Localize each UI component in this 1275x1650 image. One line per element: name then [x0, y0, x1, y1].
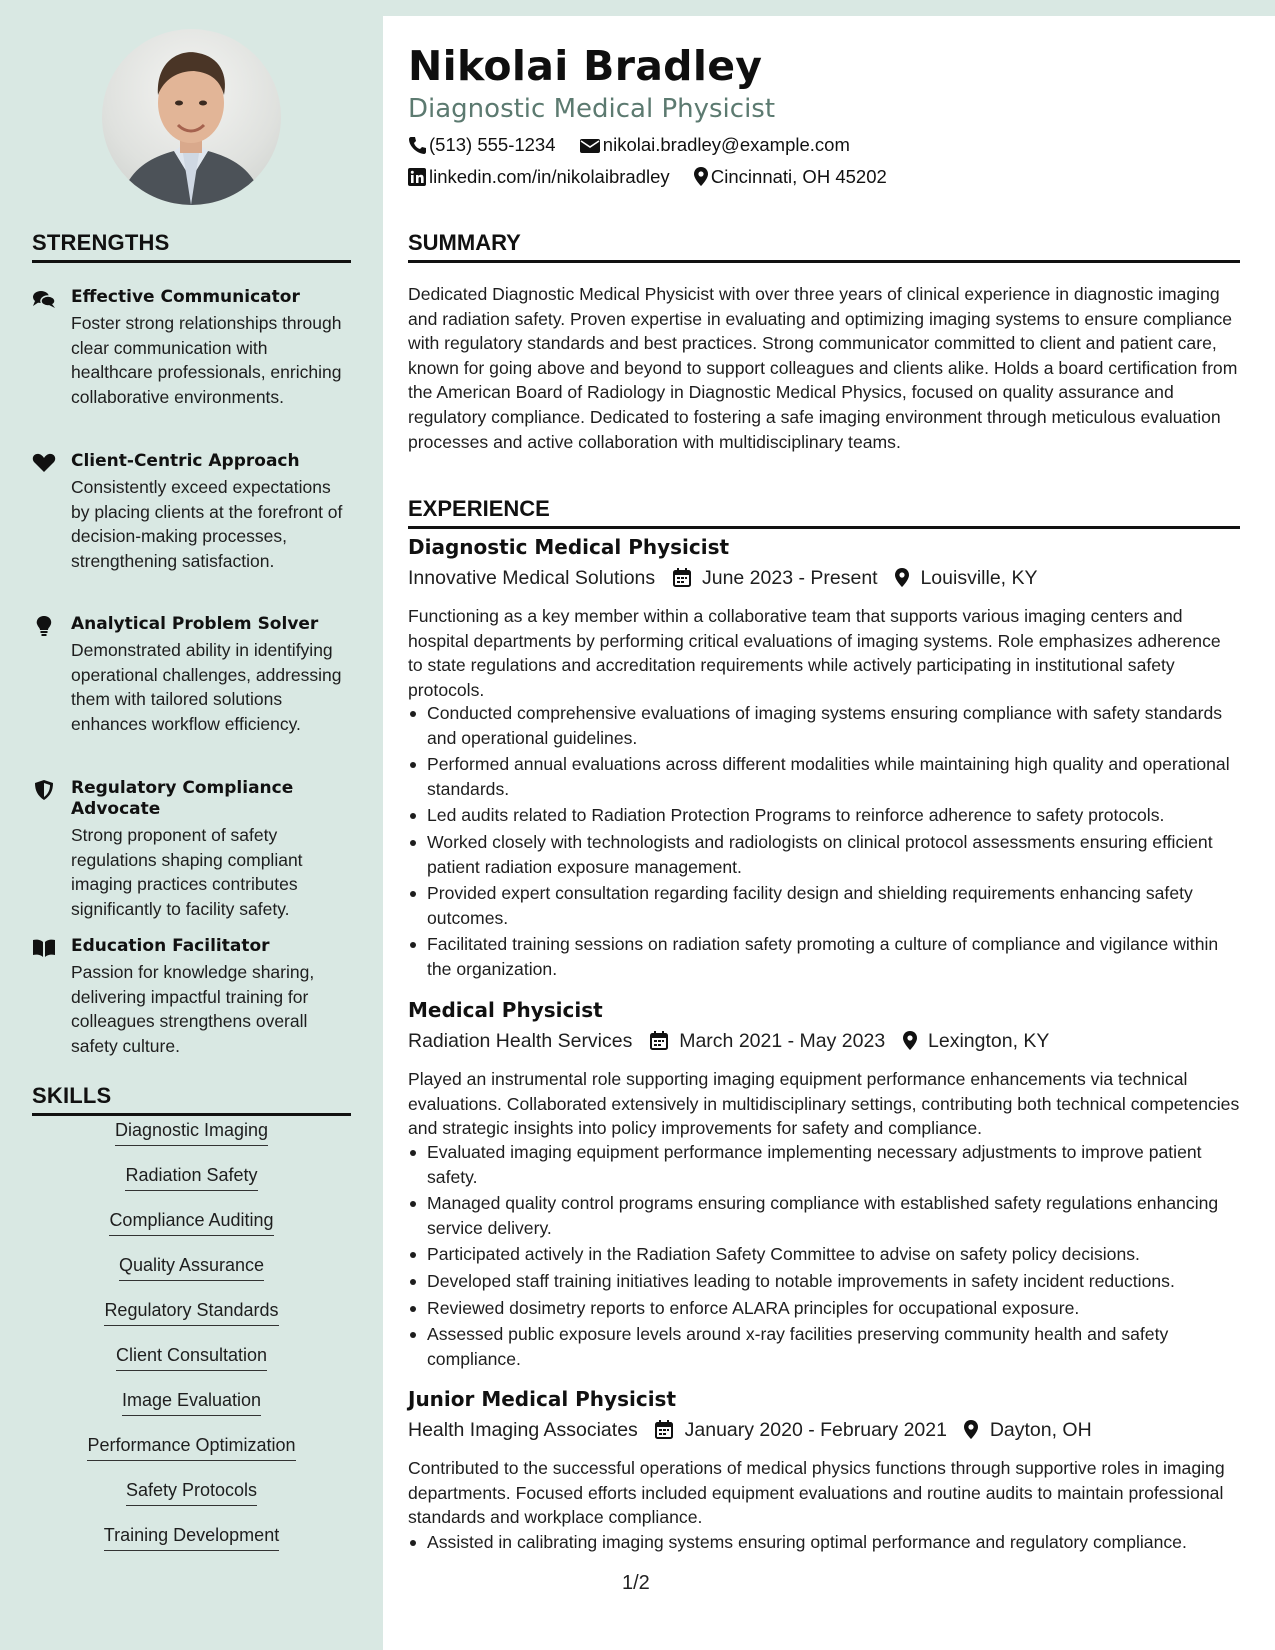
list-item: Evaluated imaging equipment performance implementing necessary adjustments to improve patient safety.	[408, 1140, 1240, 1189]
strength-description: Strong proponent of safety regulations shaping compliant imaging practices contributes significantly to facility safety.	[71, 825, 303, 919]
job-bullets	[408, 1140, 1240, 1373]
summary-text: Dedicated Diagnostic Medical Physicist with over three years of clinical experience in diagnostic imaging and radiation safety. Proven expertise in evaluating and optimizing imaging systems to ensure compliance with regulatory standards and best practices. Strong communicator committed to client and patient care, known for going above and beyond to support colleagues and clients alike. Holds a board certification from the American Board of Radiology in Diagnostic Medical Physics, focused on quality assurance and regulatory compliance. Dedicated to fostering a safe imaging environment through meticulous evaluation processes and active collaboration with multidisciplinary teams.	[408, 284, 1238, 452]
contact-row	[408, 166, 887, 188]
strength-description: Consistently exceed expectations by placing clients at the forefront of decision-making processes, strengthening satisfaction.	[71, 477, 343, 571]
skill-tag: Compliance Auditing	[109, 1210, 273, 1236]
job-location: Louisville, KY	[920, 567, 1038, 589]
job-meta	[408, 567, 1038, 590]
phone-icon	[408, 136, 426, 154]
location-text: Cincinnati, OH 45202	[710, 166, 887, 187]
skills-list	[32, 1120, 351, 1570]
list-item: Managed quality control programs ensuring compliance with established safety regulations enhancing service delivery.	[408, 1191, 1240, 1240]
skill-tag: Diagnostic Imaging	[115, 1120, 268, 1146]
calendar-icon	[673, 568, 691, 587]
strengths-heading: STRENGTHS	[32, 230, 351, 263]
experience-heading: EXPERIENCE	[408, 496, 1240, 529]
job-meta	[408, 1419, 1092, 1442]
list-item: Performed annual evaluations across different modalities while maintaining high quality and operational standards.	[408, 752, 1240, 801]
strength-description: Foster strong relationships through clear communication with healthcare professionals, enriching collaborative environments.	[71, 313, 342, 407]
skill-tag: Quality Assurance	[119, 1255, 264, 1281]
job-location: Dayton, OH	[989, 1419, 1092, 1441]
summary-heading: SUMMARY	[408, 230, 1240, 263]
strength-item	[32, 778, 352, 921]
list-item: Reviewed dosimetry reports to enforce ALARA principles for occupational exposure.	[408, 1296, 1240, 1321]
strength-item	[32, 451, 352, 573]
list-item: Worked closely with technologists and radiologists on clinical protocol assessments ensuring efficient patient radiation exposure management.	[408, 830, 1240, 879]
job-dates: March 2021 - May 2023	[679, 1030, 886, 1052]
job-role: Diagnostic Medical Physicist	[408, 535, 730, 559]
skill-tag: Training Development	[104, 1525, 279, 1551]
contact-row	[408, 134, 850, 156]
job-description: Functioning as a key member within a collaborative team that supports various imaging centers and hospital departments by performing critical evaluations of imaging systems. Role emphasizes adherence to state regulations and accreditation requirements while actively participating in institutional safety protocols.	[408, 606, 1221, 700]
strength-item	[32, 287, 352, 409]
list-item: Provided expert consultation regarding facility design and shielding requirements enhancing safety outcomes.	[408, 881, 1240, 930]
list-item: Participated actively in the Radiation Safety Committee to advise on safety policy decisions.	[408, 1242, 1240, 1267]
job-location: Lexington, KY	[928, 1030, 1050, 1052]
book-icon	[32, 938, 56, 958]
profile-photo-icon	[102, 29, 281, 205]
skill-tag: Image Evaluation	[122, 1390, 261, 1416]
calendar-icon	[655, 1420, 673, 1439]
heart-icon	[32, 453, 56, 473]
strength-title: Analytical Problem Solver	[71, 614, 319, 634]
linkedin-url[interactable]: linkedin.com/in/nikolaibradley	[429, 166, 670, 187]
skill-tag: Safety Protocols	[126, 1480, 257, 1506]
job-meta	[408, 1030, 1049, 1053]
list-item: Facilitated training sessions on radiation safety promoting a culture of compliance and vigilance within the organization.	[408, 932, 1240, 981]
skill-tag: Performance Optimization	[87, 1435, 295, 1461]
strength-item	[32, 614, 352, 736]
list-item: Assessed public exposure levels around x-ray facilities preserving community health and safety compliance.	[408, 1322, 1240, 1371]
map-pin-icon	[895, 568, 909, 587]
comments-icon	[32, 289, 56, 309]
map-pin-icon	[964, 1420, 978, 1439]
job-bullets	[408, 701, 1240, 984]
skill-tag: Radiation Safety	[125, 1165, 257, 1191]
map-pin-icon	[694, 167, 708, 186]
job-company: Innovative Medical Solutions	[408, 567, 656, 589]
skill-tag: Client Consultation	[116, 1345, 267, 1371]
job-company: Health Imaging Associates	[408, 1419, 638, 1441]
linkedin-icon	[408, 168, 426, 186]
job-description: Played an instrumental role supporting imaging equipment performance enhancements via technical evaluations. Collaborated extensively in multidisciplinary settings, contributing both technical competencies and strategic insights into policy improvements for safety and compliance.	[408, 1069, 1240, 1139]
strength-title: Regulatory Compliance Advocate	[71, 778, 294, 819]
job-role: Medical Physicist	[408, 998, 603, 1022]
list-item: Developed staff training initiatives leading to notable improvements in safety incident reductions.	[408, 1269, 1240, 1294]
calendar-icon	[650, 1031, 668, 1050]
sidebar	[0, 0, 383, 1650]
job-dates: June 2023 - Present	[701, 567, 878, 589]
avatar	[102, 29, 281, 205]
job-description: Contributed to the successful operations of medical physics functions through supportive roles in imaging departments. Focused efforts included equipment evaluations and routine audits to maintain professional standards and workplace compliance.	[408, 1458, 1225, 1528]
email-address[interactable]: nikolai.bradley@example.com	[602, 134, 850, 155]
envelope-icon	[580, 138, 600, 154]
strength-description: Demonstrated ability in identifying operational challenges, addressing them with tailored solutions enhances workflow efficiency.	[71, 640, 342, 734]
list-item: Assisted in calibrating imaging systems ensuring optimal performance and regulatory compliance.	[408, 1530, 1240, 1555]
shield-icon	[32, 780, 56, 800]
map-pin-icon	[903, 1031, 917, 1050]
list-item: Conducted comprehensive evaluations of imaging systems ensuring compliance with safety standards and operational guidelines.	[408, 701, 1240, 750]
candidate-name: Nikolai Bradley	[408, 42, 763, 90]
strength-description: Passion for knowledge sharing, delivering impactful training for colleagues strengthens overall safety culture.	[71, 962, 315, 1056]
page-number: 1/2	[622, 1572, 650, 1594]
skills-heading: SKILLS	[32, 1083, 351, 1116]
job-dates: January 2020 - February 2021	[684, 1419, 947, 1441]
strength-title: Client-Centric Approach	[71, 451, 300, 471]
phone-number[interactable]: (513) 555-1234	[429, 134, 556, 155]
skill-tag: Regulatory Standards	[104, 1300, 278, 1326]
strength-title: Education Facilitator	[71, 936, 270, 956]
job-role: Junior Medical Physicist	[408, 1387, 677, 1411]
strength-title: Effective Communicator	[71, 287, 300, 307]
candidate-title: Diagnostic Medical Physicist	[408, 94, 776, 124]
job-bullets	[408, 1530, 1240, 1557]
lightbulb-icon	[32, 616, 56, 636]
strength-item	[32, 936, 352, 1058]
list-item: Led audits related to Radiation Protection Programs to reinforce adherence to safety protocols.	[408, 803, 1240, 828]
job-company: Radiation Health Services	[408, 1030, 633, 1052]
